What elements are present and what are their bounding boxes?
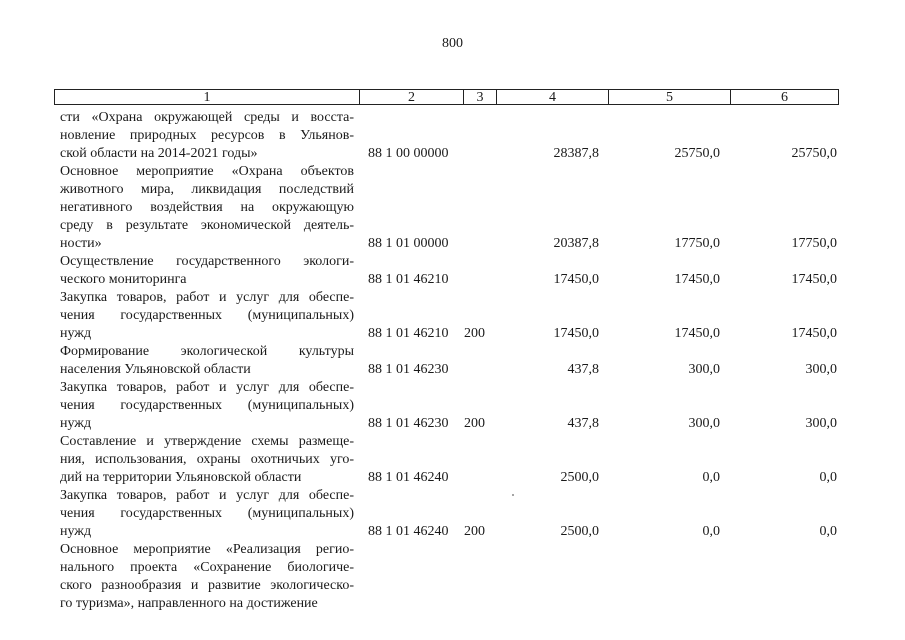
amount-year-1: 17450,0 bbox=[553, 326, 599, 341]
description-line: ния, использования, охраны охотничьих уго- bbox=[60, 452, 354, 467]
amount-year-1: 437,8 bbox=[567, 416, 599, 431]
description-line: нужд bbox=[60, 416, 92, 431]
amount-year-1: 20387,8 bbox=[553, 236, 599, 251]
row-description bbox=[60, 433, 354, 487]
description-line: нужд bbox=[60, 524, 92, 539]
header-col-2: 2 bbox=[360, 90, 464, 104]
description-line: Составление и утверждение схемы размеще- bbox=[60, 434, 354, 449]
amount-year-2: 25750,0 bbox=[674, 146, 720, 161]
description-line: го туризма», направленного на достижение bbox=[60, 596, 318, 611]
description-line: чения государственных (муниципальных) bbox=[60, 506, 354, 521]
header-col-5: 5 bbox=[609, 90, 731, 104]
header-col-3: 3 bbox=[464, 90, 497, 104]
target-article-code: 88 1 01 46210 bbox=[368, 326, 449, 341]
table-header bbox=[54, 89, 839, 105]
amount-year-3: 0,0 bbox=[819, 470, 837, 485]
expense-type: 200 bbox=[464, 416, 485, 431]
table-row bbox=[60, 289, 840, 343]
description-line: Основное мероприятие «Охрана объектов bbox=[60, 164, 354, 179]
row-description bbox=[60, 487, 354, 541]
table-row bbox=[60, 163, 840, 253]
header-col-6: 6 bbox=[781, 90, 788, 105]
description-line: ческого мониторинга bbox=[60, 272, 187, 287]
row-description bbox=[60, 253, 354, 289]
description-line: новление природных ресурсов в Ульянов- bbox=[60, 128, 354, 143]
amount-year-2: 0,0 bbox=[702, 524, 720, 539]
description-line: Закупка товаров, работ и услуг для обеспе- bbox=[60, 380, 354, 395]
description-line: Основное мероприятие «Реализация регио- bbox=[60, 542, 354, 557]
target-article-code: 88 1 01 46230 bbox=[368, 416, 449, 431]
target-article-code: 88 1 00 00000 bbox=[368, 146, 449, 161]
description-line: нужд bbox=[60, 326, 92, 341]
amount-year-1: 28387,8 bbox=[553, 146, 599, 161]
amount-year-3: 17450,0 bbox=[791, 272, 837, 287]
table-row bbox=[60, 379, 840, 433]
amount-year-2: 300,0 bbox=[688, 362, 720, 377]
target-article-code: 88 1 01 46240 bbox=[368, 524, 449, 539]
target-article-code: 88 1 01 46210 bbox=[368, 272, 449, 287]
description-line: ского разнообразия и развитие экологическо- bbox=[60, 578, 354, 593]
description-line: населения Ульяновской области bbox=[60, 362, 251, 377]
header-col-1: 1 bbox=[55, 90, 360, 104]
amount-year-2: 17450,0 bbox=[674, 272, 720, 287]
description-line: Осуществление государственного экологи- bbox=[60, 254, 354, 269]
amount-year-2: 0,0 bbox=[702, 470, 720, 485]
row-description bbox=[60, 109, 354, 163]
amount-year-3: 300,0 bbox=[805, 416, 837, 431]
row-description bbox=[60, 289, 354, 343]
amount-year-2: 17450,0 bbox=[674, 326, 720, 341]
amount-year-3: 17750,0 bbox=[791, 236, 837, 251]
description-line: сти «Охрана окружающей среды и восста- bbox=[60, 110, 354, 125]
description-line: чения государственных (муниципальных) bbox=[60, 308, 354, 323]
description-line: среду в результате экономической деятель- bbox=[60, 218, 354, 233]
row-description bbox=[60, 343, 354, 379]
target-article-code: 88 1 01 46230 bbox=[368, 362, 449, 377]
amount-year-3: 0,0 bbox=[819, 524, 837, 539]
description-line: дий на территории Ульяновской области bbox=[60, 470, 302, 485]
amount-year-3: 17450,0 bbox=[791, 326, 837, 341]
description-line: ской области на 2014-2021 годы» bbox=[60, 146, 258, 161]
description-line: негативного воздействия на окружающую bbox=[60, 200, 354, 215]
description-line: ности» bbox=[60, 236, 102, 251]
row-description bbox=[60, 163, 354, 253]
scan-speck bbox=[512, 494, 514, 496]
table-row bbox=[60, 253, 840, 289]
header-col-4: 4 bbox=[497, 90, 609, 104]
amount-year-2: 17750,0 bbox=[674, 236, 720, 251]
target-article-code: 88 1 01 46240 bbox=[368, 470, 449, 485]
amount-year-1: 437,8 bbox=[567, 362, 599, 377]
amount-year-3: 25750,0 bbox=[791, 146, 837, 161]
expense-type: 200 bbox=[464, 524, 485, 539]
description-line: нального проекта «Сохранение биологиче- bbox=[60, 560, 354, 575]
amount-year-1: 17450,0 bbox=[553, 272, 599, 287]
table-row bbox=[60, 487, 840, 541]
expense-type: 200 bbox=[464, 326, 485, 341]
table-row bbox=[60, 109, 840, 163]
amount-year-1: 2500,0 bbox=[560, 524, 599, 539]
table-row bbox=[60, 343, 840, 379]
target-article-code: 88 1 01 00000 bbox=[368, 236, 449, 251]
description-line: Формирование экологической культуры bbox=[60, 344, 354, 359]
amount-year-3: 300,0 bbox=[805, 362, 837, 377]
table-row bbox=[60, 541, 840, 613]
description-line: чения государственных (муниципальных) bbox=[60, 398, 354, 413]
table-row bbox=[60, 433, 840, 487]
description-line: животного мира, ликвидация последствий bbox=[60, 182, 354, 197]
description-line: Закупка товаров, работ и услуг для обеспе- bbox=[60, 290, 354, 305]
amount-year-1: 2500,0 bbox=[560, 470, 599, 485]
amount-year-2: 300,0 bbox=[688, 416, 720, 431]
row-description bbox=[60, 379, 354, 433]
description-line: Закупка товаров, работ и услуг для обеспе- bbox=[60, 488, 354, 503]
page-number: 800 bbox=[442, 36, 463, 51]
budget-table-body bbox=[60, 109, 840, 613]
row-description bbox=[60, 541, 354, 613]
